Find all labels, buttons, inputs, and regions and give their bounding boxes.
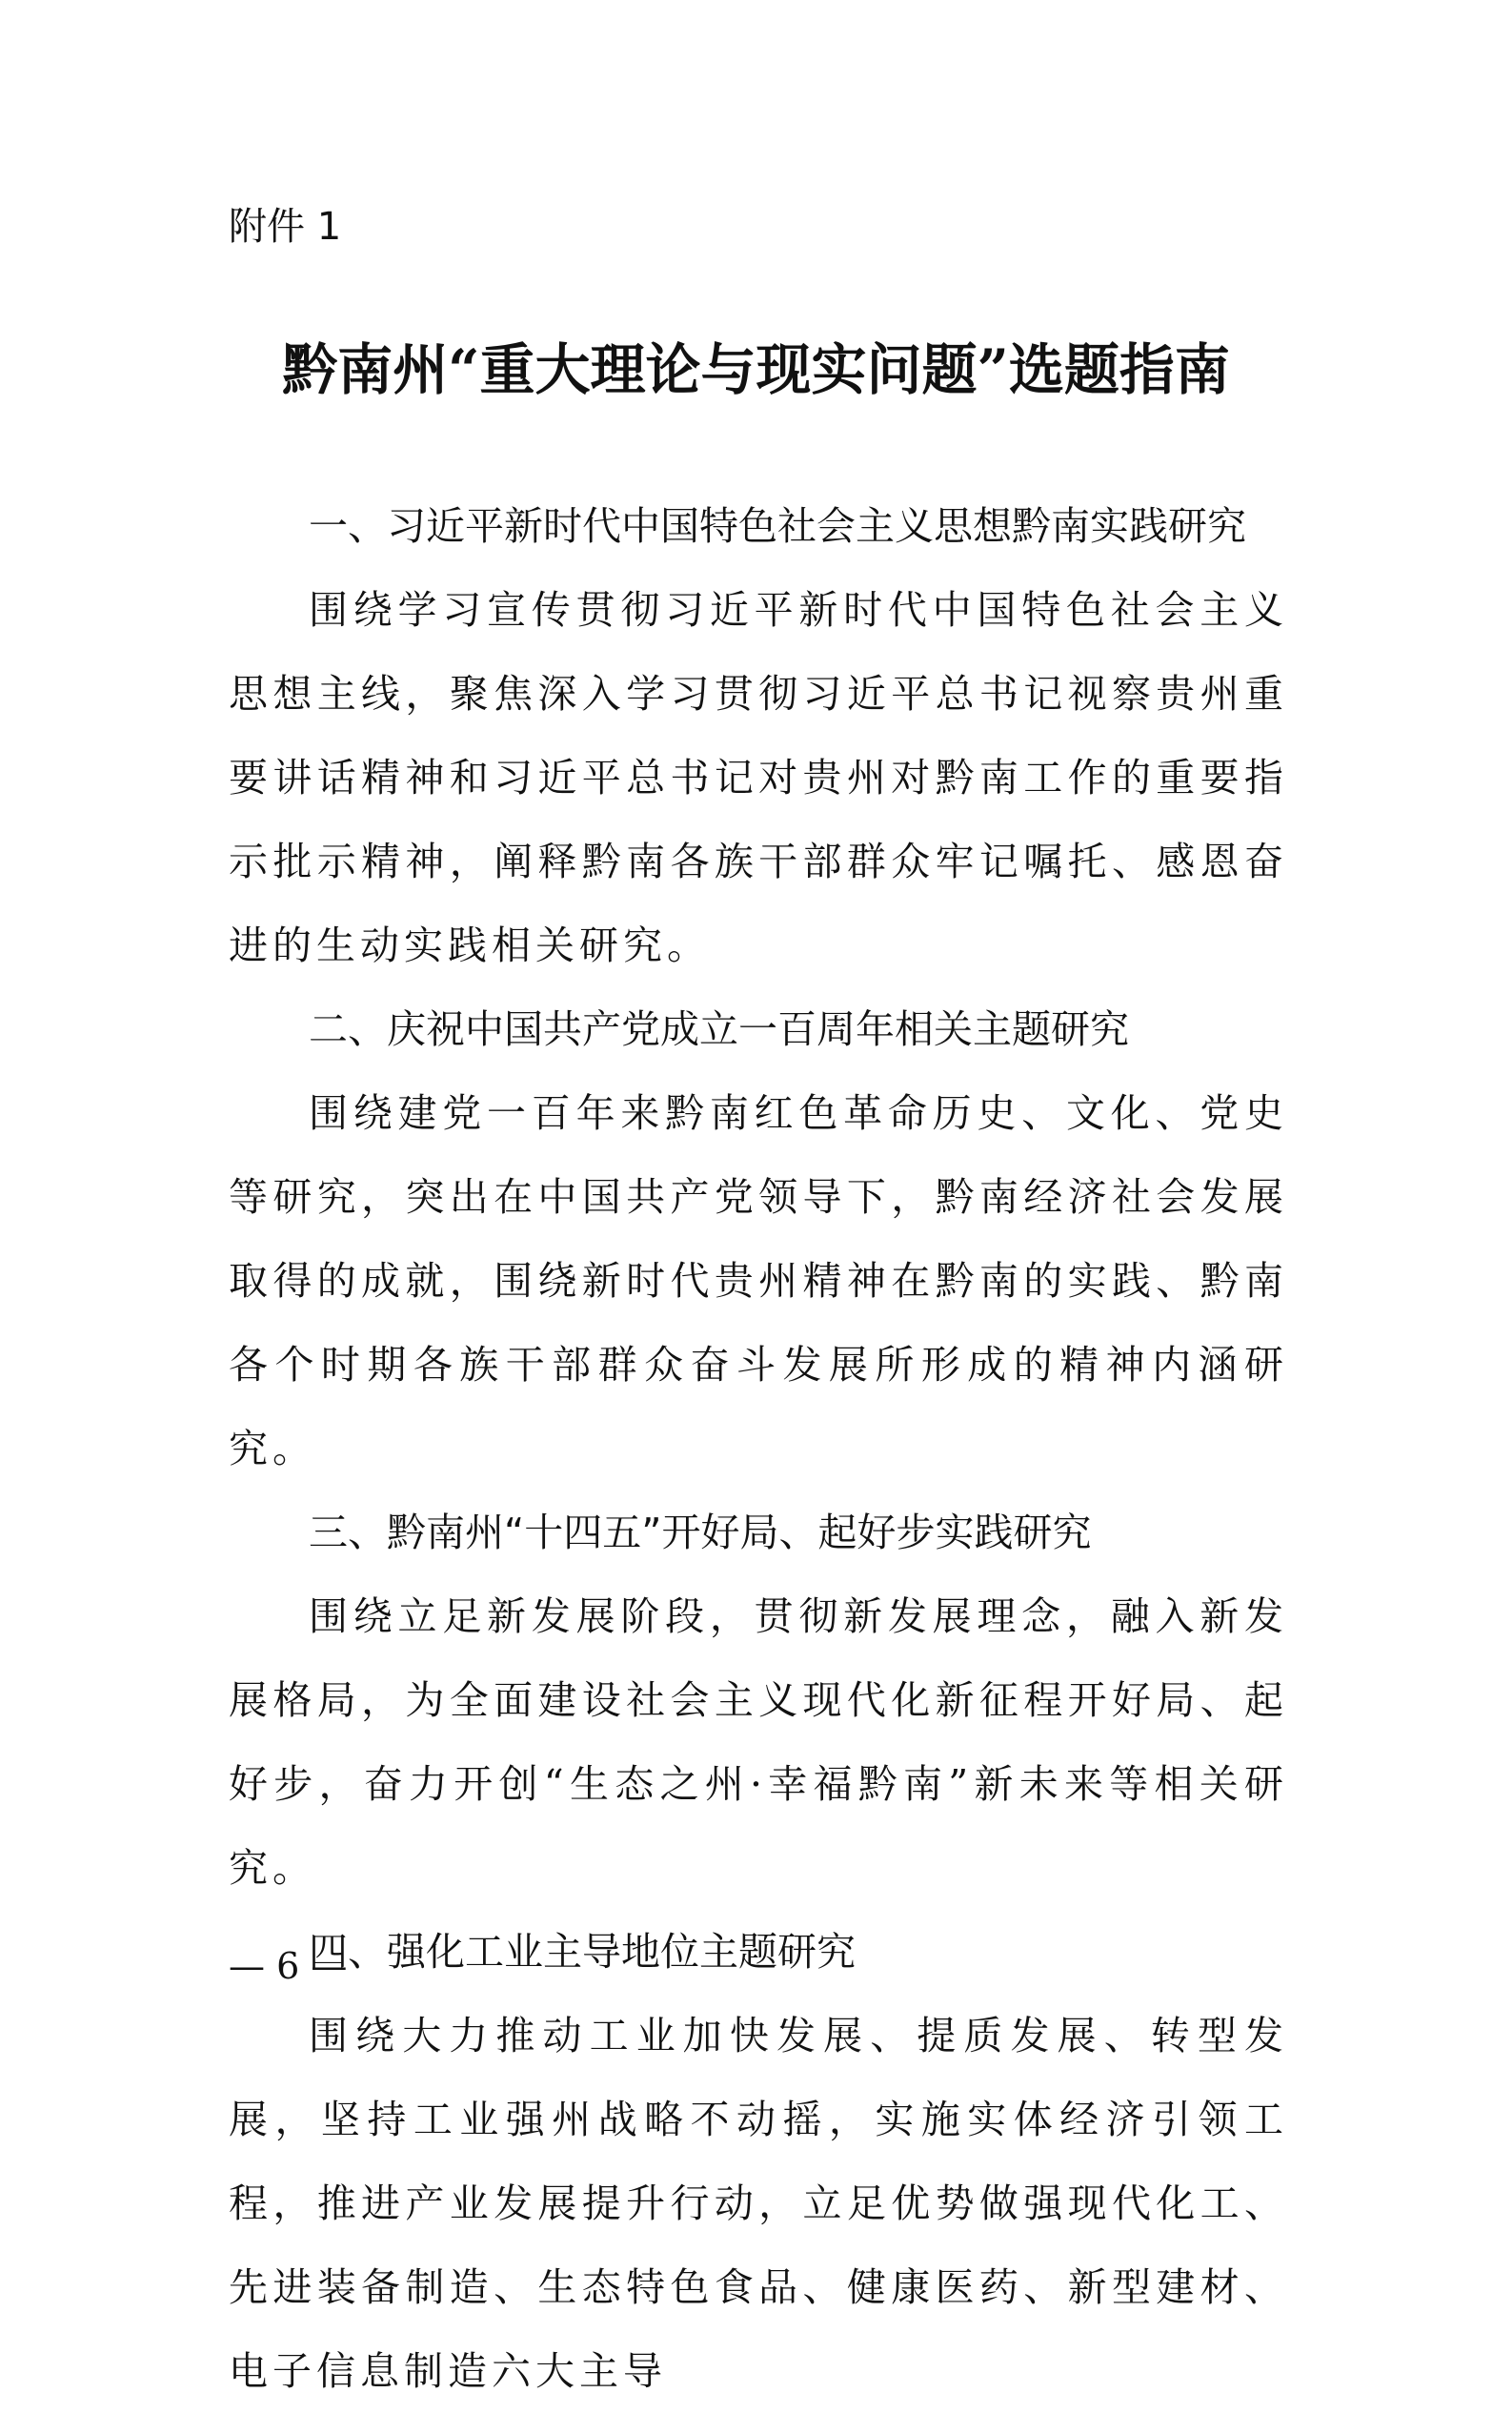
section-heading-3: 三、黔南州“十四五”开好局、起好步实践研究 (309, 1510, 1092, 1555)
section-paragraph-3: 围绕立足新发展阶段，贯彻新发展理念，融入新发展格局，为全面建设社会主义现代化新征程开好局、起好步，奋力开创“生态之州·幸福黔南”新未来等相关研究。 (229, 1593, 1288, 1891)
section-heading-2: 二、庆祝中国共产党成立一百周年相关主题研究 (309, 1006, 1129, 1052)
section-paragraph-1: 围绕学习宣传贯彻习近平新时代中国特色社会主义思想主线，聚焦深入学习贯彻习近平总书记视察贵州重要讲话精神和习近平总书记对贵州对黔南工作的重要指示批示精神，阐释黔南各族干部群众牢记嘱托、感恩奋进的生动实践相关研究。 (229, 587, 1288, 968)
document-title: 黔南州“重大理论与现实问题”选题指南 (282, 337, 1230, 402)
section-paragraph-4: 围绕大力推动工业加快发展、提质发展、转型发展，坚持工业强州战略不动摇，实施实体经济引领工程，推进产业发展提升行动，立足优势做强现代化工、先进装备制造、生态特色食品、健康医药、新型建材、电子信息制造六大主导 (229, 2013, 1288, 2394)
attachment-label: 附件 1 (229, 205, 342, 249)
page-number: — 6 — (229, 1945, 348, 1987)
section-paragraph-2: 围绕建党一百年来黔南红色革命历史、文化、党史等研究，突出在中国共产党领导下，黔南经济社会发展取得的成就，围绕新时代贵州精神在黔南的实践、黔南各个时期各族干部群众奋斗发展所形成的精神内涵研究。 (229, 1090, 1288, 1471)
section-heading-1: 一、习近平新时代中国特色社会主义思想黔南实践研究 (309, 503, 1246, 549)
section-heading-4: 四、强化工业主导地位主题研究 (309, 1929, 856, 1975)
document-body (229, 484, 1288, 2413)
